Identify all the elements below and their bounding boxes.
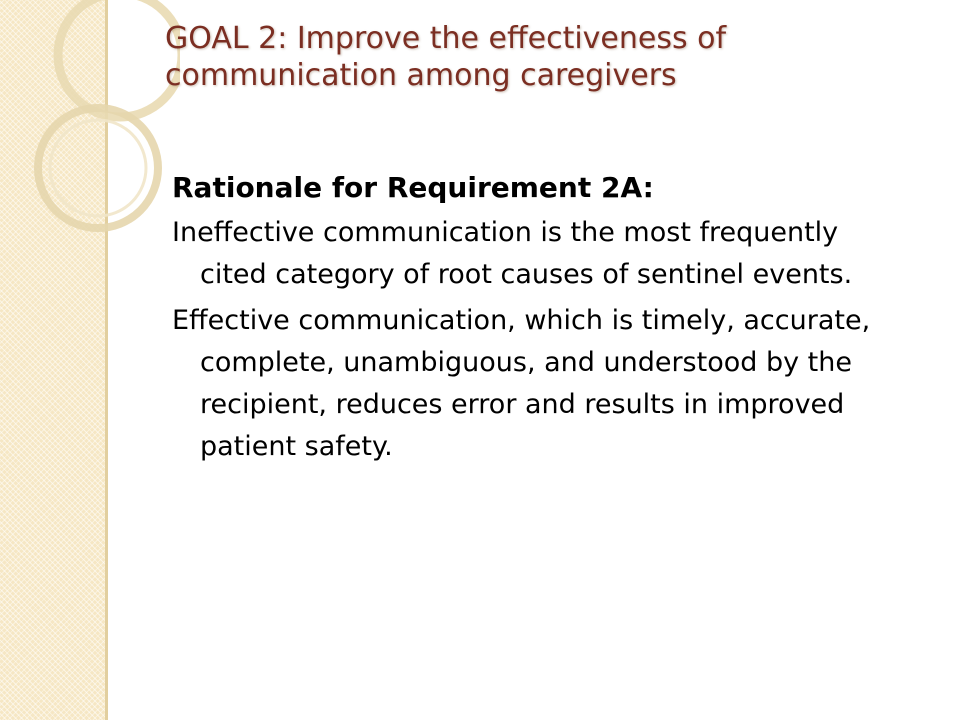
slide-body [172, 160, 912, 472]
body-paragraph-1: Ineffective communication is the most frequently cited category of root causes of sentinel events. [172, 217, 853, 290]
decorative-rings-graphic [0, 0, 180, 260]
rationale-heading: Rationale for Requirement 2A: [172, 171, 654, 204]
body-paragraph-2: Effective communication, which is timely, accurate, complete, unambiguous, and understood by the recipient, reduces error and results in improved patient safety. [172, 305, 871, 462]
slide-title: GOAL 2: Improve the effectiveness of communication among caregivers [165, 21, 727, 93]
